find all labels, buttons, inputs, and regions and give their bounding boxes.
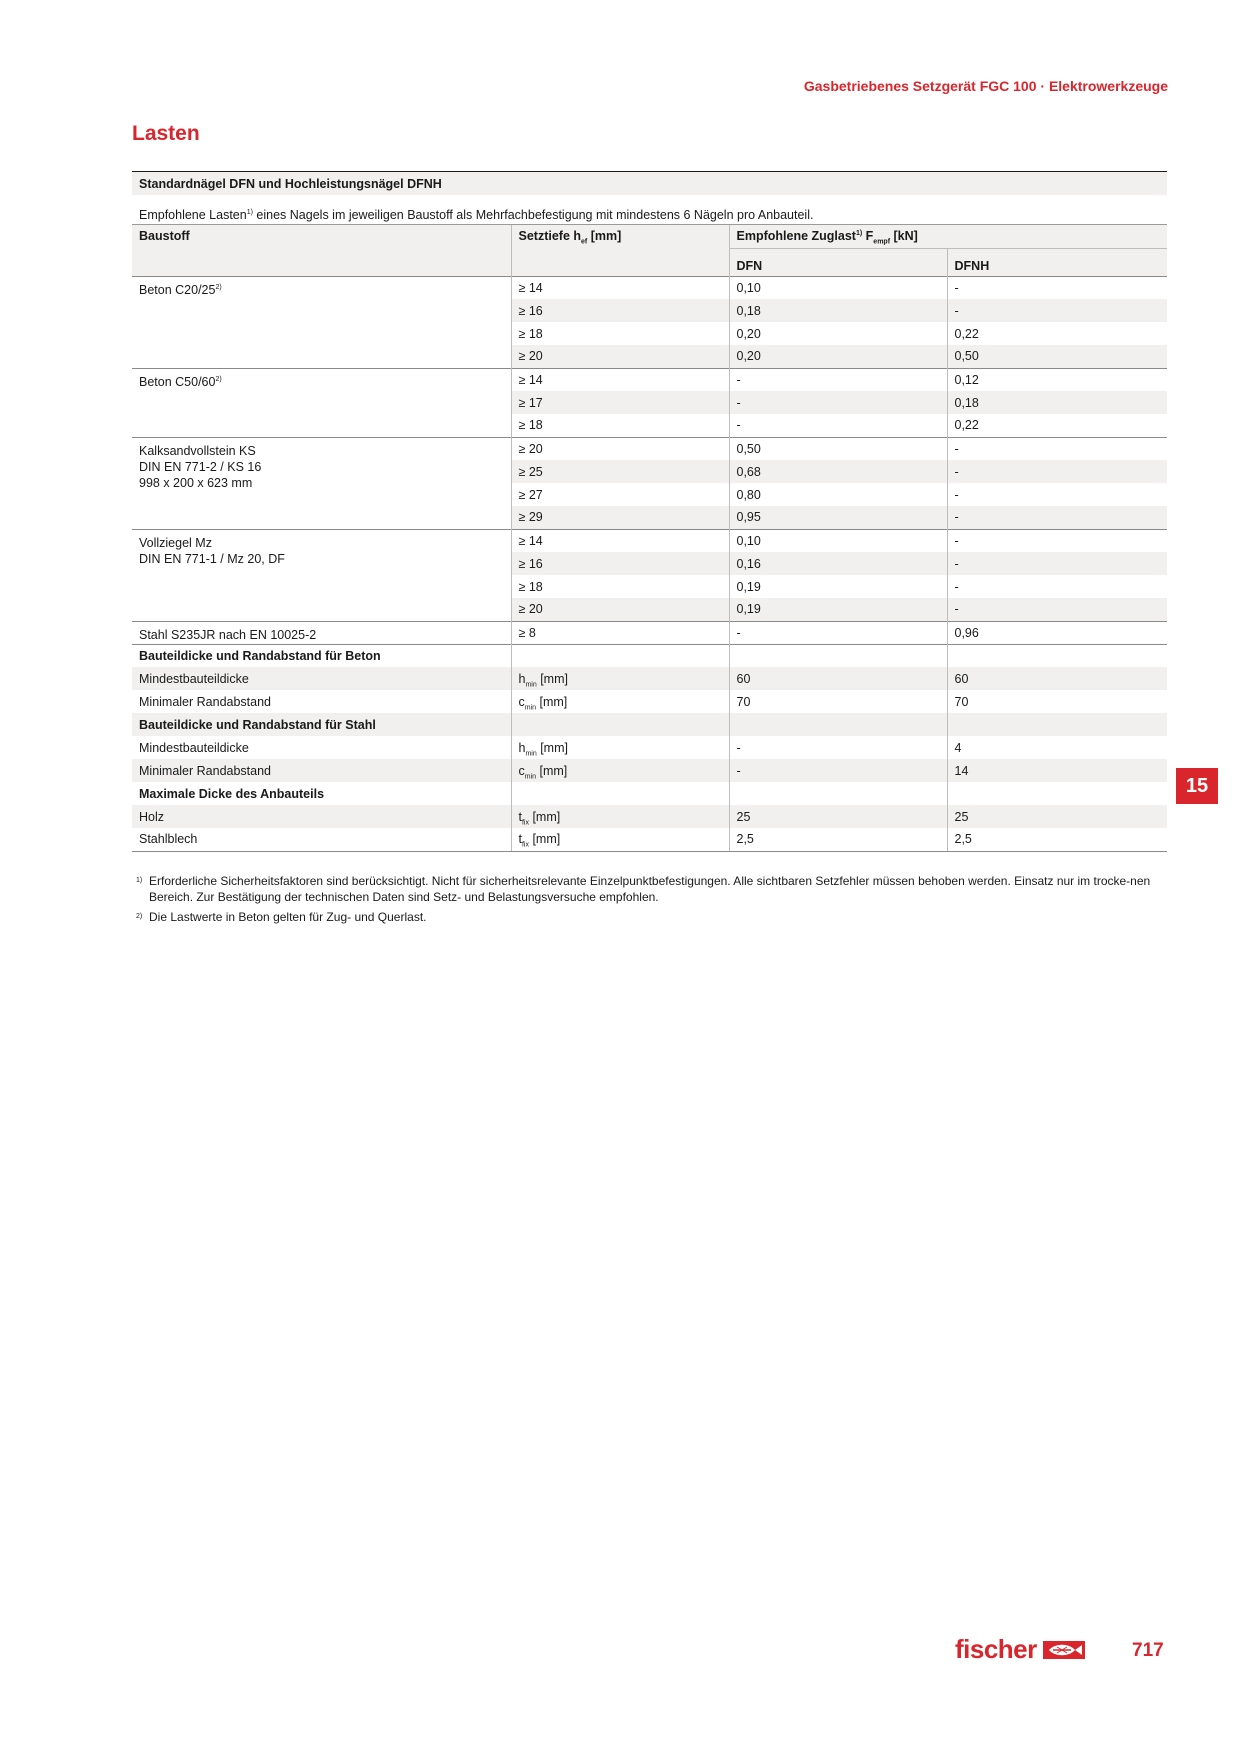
material-label-line: Kalksandvollstein KS <box>139 443 256 458</box>
dfn-cell: 0,10 <box>729 529 947 552</box>
dfnh-cell: - <box>947 598 1167 621</box>
symbol: t <box>518 809 522 824</box>
dfnh-cell: - <box>947 552 1167 575</box>
dfnh-cell: 60 <box>947 667 1167 690</box>
dfn-cell: - <box>729 414 947 437</box>
empty-cell <box>729 782 947 805</box>
material-footnote-ref: 2) <box>215 283 222 291</box>
dfn-cell: - <box>729 621 947 644</box>
property-label: Stahlblech <box>132 828 511 851</box>
table-row <box>132 759 1167 782</box>
depth-cell: ≥ 16 <box>511 299 729 322</box>
dfnh-cell: 0,12 <box>947 368 1167 391</box>
dfn-cell: 0,19 <box>729 598 947 621</box>
symbol-cell <box>511 805 729 828</box>
chapter-tab: 15 <box>1176 768 1218 804</box>
symbol-sub: fix <box>521 841 529 849</box>
dfnh-cell: 2,5 <box>947 828 1167 851</box>
load-table <box>132 225 1167 852</box>
table-row <box>132 368 1167 391</box>
empty-cell <box>511 782 729 805</box>
symbol-sub: min <box>525 681 537 688</box>
material-label-line: 998 x 200 x 623 mm <box>139 475 253 490</box>
symbol: t <box>518 832 522 847</box>
property-label: Mindestbauteildicke <box>139 740 249 755</box>
header-zuglast: Empfohlene Zuglast$^{1)}$ $F_{empf}$ [kN] <box>729 225 1167 248</box>
empty-cell <box>511 713 729 736</box>
depth-cell: ≥ 20 <box>511 437 729 460</box>
material-footnote-ref: 2) <box>215 375 222 383</box>
section-heading-row <box>132 644 1167 667</box>
section-heading: Bauteildicke und Randabstand für Stahl <box>132 713 511 736</box>
section-heading-row <box>132 782 1167 805</box>
symbol: h <box>518 671 526 686</box>
dfnh-cell: 0,22 <box>947 322 1167 345</box>
header-dfn: DFN <box>729 248 947 276</box>
dfn-cell: 0,20 <box>729 322 947 345</box>
symbol-sub: min <box>524 773 537 780</box>
property-label: Minimaler Randabstand <box>139 694 272 709</box>
material-label <box>132 621 511 644</box>
material-label-text: Beton C50/60 <box>139 374 216 389</box>
dfnh-cell: - <box>947 299 1167 322</box>
symbol-unit: [mm] <box>536 694 568 709</box>
dfn-cell: - <box>729 759 947 782</box>
table-row <box>132 529 1167 552</box>
empty-cell <box>511 644 729 667</box>
property-label: Mindestbauteildicke <box>132 667 511 690</box>
symbol-sub: min <box>524 704 537 711</box>
dfnh-cell: 70 <box>947 690 1167 713</box>
section-title: Lasten <box>132 122 200 145</box>
brand-wordmark: fischer <box>955 1634 1037 1664</box>
dfnh-cell: 0,96 <box>947 621 1167 644</box>
material-label <box>132 368 511 437</box>
dfn-cell: 2,5 <box>729 828 947 851</box>
dfn-cell: 0,19 <box>729 575 947 598</box>
dfn-cell: 0,80 <box>729 483 947 506</box>
table-row <box>132 667 1167 690</box>
fish-icon <box>1043 1641 1085 1659</box>
symbol-unit: [mm] <box>528 832 561 847</box>
material-label-text: Stahl S235JR nach EN 10025-2 <box>139 627 317 642</box>
dfnh-cell: - <box>947 575 1167 598</box>
empty-cell <box>947 644 1167 667</box>
depth-cell: ≥ 8 <box>511 621 729 644</box>
symbol-unit: [mm] <box>536 763 568 778</box>
depth-cell: ≥ 17 <box>511 391 729 414</box>
table-title: Standardnägel DFN und Hochleistungsnägel DFNH <box>132 171 1167 195</box>
dfn-cell: 0,10 <box>729 276 947 299</box>
dfn-cell: 0,50 <box>729 437 947 460</box>
footnotes <box>136 873 1156 929</box>
depth-cell: ≥ 27 <box>511 483 729 506</box>
symbol-cell <box>511 828 729 851</box>
dfnh-cell: 0,50 <box>947 345 1167 368</box>
brand-logo <box>955 1634 1085 1665</box>
depth-cell: ≥ 29 <box>511 506 729 529</box>
depth-cell: ≥ 20 <box>511 345 729 368</box>
symbol-cell <box>511 690 729 713</box>
symbol-unit: [mm] <box>536 740 568 755</box>
section-heading: Maximale Dicke des Anbauteils <box>139 786 325 801</box>
dfnh-cell: - <box>947 506 1167 529</box>
symbol: c <box>518 694 525 709</box>
section-heading-row <box>132 713 1167 736</box>
material-label-line: DIN EN 771-1 / Mz 20, DF <box>139 551 285 566</box>
symbol-cell <box>511 736 729 759</box>
symbol: c <box>518 763 525 778</box>
depth-cell: ≥ 25 <box>511 460 729 483</box>
dfnh-cell: 14 <box>947 759 1167 782</box>
material-label-line: Vollziegel Mz <box>139 535 212 550</box>
dfnh-cell: 4 <box>947 736 1167 759</box>
page-number: 717 <box>1132 1640 1164 1661</box>
dfnh-cell: - <box>947 483 1167 506</box>
symbol-unit: [mm] <box>528 809 561 824</box>
symbol-cell <box>511 759 729 782</box>
material-label <box>132 276 511 368</box>
intro-text-after: eines Nagels im jeweiligen Baustoff als Mehrfachbefestigung mit mindestens 6 Nägeln pro Anbauteil. <box>252 208 814 222</box>
symbol: h <box>518 740 526 755</box>
depth-cell: ≥ 14 <box>511 368 729 391</box>
dfn-cell: 0,68 <box>729 460 947 483</box>
dfn-cell: 0,16 <box>729 552 947 575</box>
section-heading: Bauteildicke und Randabstand für Beton <box>132 644 511 667</box>
depth-cell: ≥ 20 <box>511 598 729 621</box>
depth-cell: ≥ 14 <box>511 276 729 299</box>
table-row <box>132 736 1167 759</box>
table-header-row <box>132 225 1167 248</box>
dfnh-cell: - <box>947 276 1167 299</box>
dfn-cell: 70 <box>729 690 947 713</box>
dfn-cell: - <box>729 736 947 759</box>
header-setztiefe: Setztiefe $h_{ef}$ [mm] <box>511 225 729 276</box>
property-label: Minimaler Randabstand <box>132 759 511 782</box>
material-label <box>132 437 511 529</box>
dfn-cell: 60 <box>729 667 947 690</box>
empty-cell <box>729 644 947 667</box>
dfn-cell: - <box>729 391 947 414</box>
footnote-2: 2) Die Lastwerte in Beton gelten für Zug- und Querlast. <box>136 910 427 924</box>
table-row <box>132 690 1167 713</box>
dfnh-cell: 0,18 <box>947 391 1167 414</box>
dfnh-cell: 25 <box>947 805 1167 828</box>
empty-cell <box>947 782 1167 805</box>
depth-cell: ≥ 18 <box>511 575 729 598</box>
table-row <box>132 621 1167 644</box>
dfnh-cell: - <box>947 437 1167 460</box>
dfnh-cell: - <box>947 529 1167 552</box>
footnote-1: 1) Erforderliche Sicherheitsfaktoren sind berücksichtigt. Nicht für sicherheitsrelevante Einzelpunktbefestigungen. Alle sichtbaren Setzfehler müssen behoben werden. Einsatz nur im trocke-nen Bereich. Zur Bestätigung der technischen Daten sind Setz- und Belastungsversuche empfohlen. <box>136 874 1151 904</box>
material-label-line: DIN EN 771-2 / KS 16 <box>139 459 262 474</box>
table-intro <box>132 205 1167 225</box>
table-row <box>132 276 1167 299</box>
empty-cell <box>729 713 947 736</box>
table-row <box>132 828 1167 851</box>
load-table-container <box>132 171 1167 852</box>
depth-cell: ≥ 18 <box>511 322 729 345</box>
dfn-cell: 0,18 <box>729 299 947 322</box>
table-row <box>132 805 1167 828</box>
depth-cell: ≥ 14 <box>511 529 729 552</box>
table-row <box>132 437 1167 460</box>
material-label-text: Beton C20/25 <box>139 282 216 297</box>
dfn-cell: 0,20 <box>729 345 947 368</box>
depth-cell: ≥ 18 <box>511 414 729 437</box>
dfn-cell: 0,95 <box>729 506 947 529</box>
header-dfnh: DFNH <box>947 248 1167 276</box>
intro-footnote-ref: 1) <box>246 208 253 216</box>
dfnh-cell: - <box>947 460 1167 483</box>
running-title: Gasbetriebenes Setzgerät FGC 100 · Elektrowerkzeuge <box>803 78 1168 94</box>
symbol-sub: min <box>525 750 537 757</box>
header-baustoff: Baustoff <box>132 225 511 276</box>
property-label: Holz <box>132 805 511 828</box>
material-label <box>132 529 511 621</box>
symbol-unit: [mm] <box>536 671 568 686</box>
dfn-cell: 25 <box>729 805 947 828</box>
empty-cell <box>947 713 1167 736</box>
symbol-sub: fix <box>521 819 529 826</box>
dfnh-cell: 0,22 <box>947 414 1167 437</box>
symbol-cell <box>511 667 729 690</box>
intro-text-before: Empfohlene Lasten <box>139 208 247 222</box>
depth-cell: ≥ 16 <box>511 552 729 575</box>
dfn-cell: - <box>729 368 947 391</box>
